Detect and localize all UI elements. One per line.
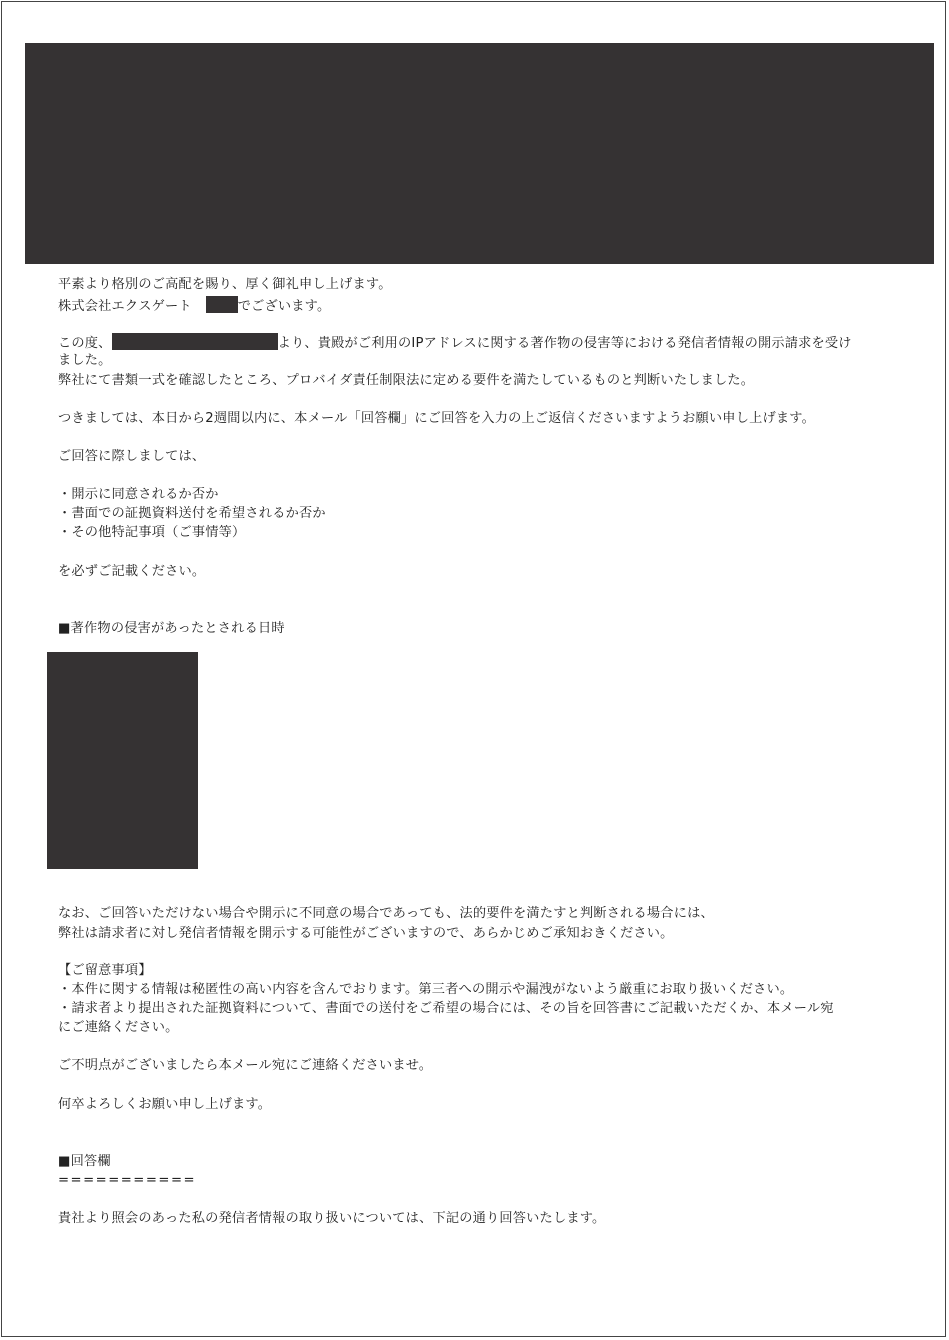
notice-line-3: 弊社にて書類一式を確認したところ、プロバイダ責任制限法に定める要件を満たしているものと判断いたしました。 [58, 373, 755, 388]
bullet-item: ・その他特記事項（ご事情等） [58, 525, 246, 540]
redacted-header-block [25, 43, 934, 264]
redacted-name [206, 296, 238, 313]
notice-line-1 [58, 333, 852, 353]
disclaimer-line-2: 弊社は請求者に対し発信者情報を開示する可能性がございますので、あらかじめご承知おきください。 [58, 926, 674, 941]
request-line-1: つきましては、本日から2週間以内に、本メール「回答欄」にご回答を入力の上ご返信くださいますようお願い申し上げます。 [58, 411, 815, 426]
notice-prefix: この度、 [58, 336, 112, 351]
notice-suffix: より、貴殿がご利用のIPアドレスに関する著作物の侵害等における発信者情報の開示請求を受け [277, 336, 852, 351]
greeting-suffix: でございます。 [237, 299, 331, 314]
request-closing: を必ずご記載ください。 [58, 564, 206, 579]
notes-line-2: ・請求者より提出された証拠資料について、書面での送付をご希望の場合には、その旨を回答書にご記載いただくか、本メール宛 [58, 1001, 834, 1016]
redacted-date-block [47, 652, 198, 869]
notes-line-1: ・本件に関する情報は秘匿性の高い内容を含んでおります。第三者への開示や漏洩がないよう厳重にお取り扱いください。 [58, 982, 794, 997]
contact-line: ご不明点がございましたら本メール宛にご連絡くださいませ。 [58, 1058, 433, 1073]
bullet-item: ・書面での証拠資料送付を希望されるか否か [58, 506, 326, 521]
answer-heading: ■回答欄 [58, 1154, 111, 1169]
company-name: 株式会社エクスゲート [58, 299, 192, 314]
bullet-item: ・開示に同意されるか否か [58, 487, 219, 502]
redacted-requester [112, 333, 278, 350]
request-line-2: ご回答に際しましては、 [58, 449, 206, 464]
closing-line: 何卒よろしくお願い申し上げます。 [58, 1097, 272, 1112]
answer-line-1: 貴社より照会のあった私の発信者情報の取り扱いについては、下記の通り回答いたします。 [58, 1211, 606, 1226]
notice-line-2: ました。 [58, 353, 112, 368]
disclaimer-line-1: なお、ご回答いただけない場合や開示に不同意の場合であっても、法的要件を満たすと判断される場合には、 [58, 906, 714, 921]
notes-line-3: にご連絡ください。 [58, 1020, 179, 1035]
infringement-heading: ■著作物の侵害があったとされる日時 [58, 621, 285, 636]
answer-separator: =========== [58, 1173, 197, 1188]
greeting-line-2 [58, 296, 330, 316]
notes-heading: 【ご留意事項】 [58, 963, 152, 978]
greeting-line-1: 平素より格別のご高配を賜り、厚く御礼申し上げます。 [58, 277, 392, 292]
